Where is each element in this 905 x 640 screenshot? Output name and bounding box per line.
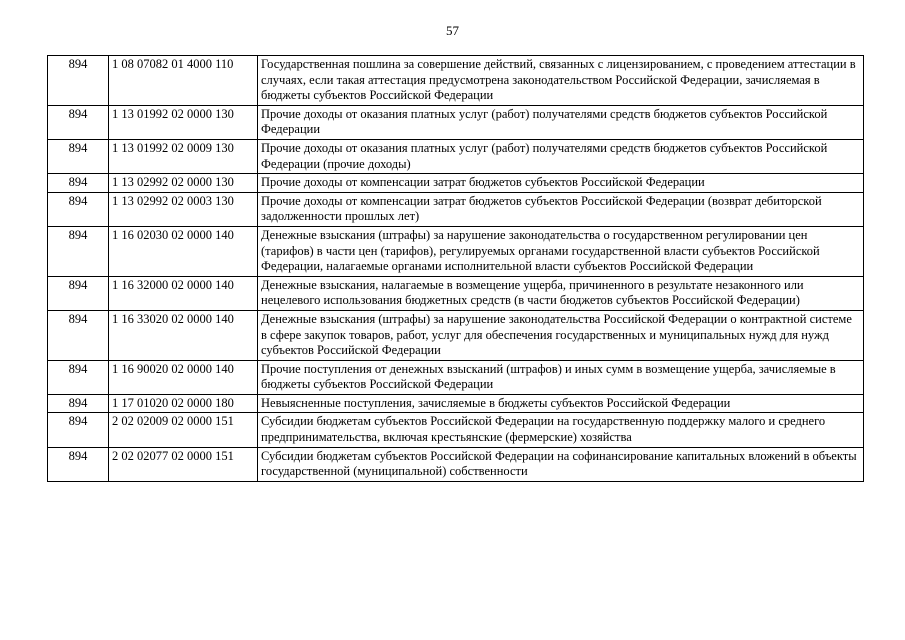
revenue-name-cell: Прочие доходы от оказания платных услуг (работ) получателями средств бюджетов субъектов Российской Федерации (прочие доходы) (258, 139, 864, 173)
revenue-name-cell: Денежные взыскания, налагаемые в возмещение ущерба, причиненного в результате незаконного или нецелевого использования бюджетных средств (в части бюджетов субъектов Российской Федерации) (258, 276, 864, 310)
administrator-code-cell: 894 (48, 226, 109, 276)
budget-classification-code-cell: 1 16 33020 02 0000 140 (109, 310, 258, 360)
table-row (48, 310, 864, 360)
budget-classification-code-cell: 1 13 02992 02 0000 130 (109, 174, 258, 193)
revenue-name-cell: Государственная пошлина за совершение действий, связанных с лицензированием, с проведением аттестации в случаях, если такая аттестация предусмотрена законодательством Российской Федерации, зачисляемая в бюджеты субъектов Российской Федерации (258, 56, 864, 106)
administrator-code-cell: 894 (48, 192, 109, 226)
budget-classification-code-cell: 2 02 02009 02 0000 151 (109, 413, 258, 447)
budget-classification-code-cell: 1 08 07082 01 4000 110 (109, 56, 258, 106)
administrator-code-cell: 894 (48, 413, 109, 447)
administrator-code-cell: 894 (48, 276, 109, 310)
administrator-code-cell: 894 (48, 56, 109, 106)
budget-classification-code-cell: 1 16 02030 02 0000 140 (109, 226, 258, 276)
administrator-code-cell: 894 (48, 447, 109, 481)
revenue-codes-table (47, 55, 864, 482)
table-row (48, 226, 864, 276)
table-row (48, 276, 864, 310)
revenue-name-cell: Прочие поступления от денежных взысканий (штрафов) и иных сумм в возмещение ущерба, зачисляемые в бюджеты субъектов Российской Федерации (258, 360, 864, 394)
administrator-code-cell: 894 (48, 394, 109, 413)
table-row (48, 192, 864, 226)
budget-classification-code-cell: 1 17 01020 02 0000 180 (109, 394, 258, 413)
administrator-code-cell: 894 (48, 174, 109, 193)
page-number: 57 (446, 23, 459, 38)
revenue-name-cell: Невыясненные поступления, зачисляемые в бюджеты субъектов Российской Федерации (258, 394, 864, 413)
table-row (48, 394, 864, 413)
administrator-code-cell: 894 (48, 105, 109, 139)
budget-classification-code-cell: 1 13 02992 02 0003 130 (109, 192, 258, 226)
table-row (48, 139, 864, 173)
budget-classification-code-cell: 1 16 90020 02 0000 140 (109, 360, 258, 394)
revenue-name-cell: Прочие доходы от компенсации затрат бюджетов субъектов Российской Федерации (258, 174, 864, 193)
revenue-name-cell: Денежные взыскания (штрафы) за нарушение законодательства о государственном регулировании цен (тарифов) в части цен (тарифов), регулируемых органами государственной власти субъектов Российской Федерации, налагаемые органами исполнительной власти субъектов Российской Федерации (258, 226, 864, 276)
administrator-code-cell: 894 (48, 360, 109, 394)
budget-classification-code-cell: 1 16 32000 02 0000 140 (109, 276, 258, 310)
budget-classification-code-cell: 1 13 01992 02 0000 130 (109, 105, 258, 139)
table-row (48, 413, 864, 447)
revenue-name-cell: Прочие доходы от компенсации затрат бюджетов субъектов Российской Федерации (возврат дебиторской задолженности прошлых лет) (258, 192, 864, 226)
table-row (48, 360, 864, 394)
administrator-code-cell: 894 (48, 139, 109, 173)
budget-classification-code-cell: 1 13 01992 02 0009 130 (109, 139, 258, 173)
table-row (48, 56, 864, 106)
administrator-code-cell: 894 (48, 310, 109, 360)
budget-classification-code-cell: 2 02 02077 02 0000 151 (109, 447, 258, 481)
table-row (48, 447, 864, 481)
revenue-name-cell: Денежные взыскания (штрафы) за нарушение законодательства Российской Федерации о контрактной системе в сфере закупок товаров, работ, услуг для обеспечения государственных и муниципальных нужд для нужд субъектов Российской Федерации (258, 310, 864, 360)
table-row (48, 174, 864, 193)
table-body (48, 56, 864, 482)
revenue-name-cell: Прочие доходы от оказания платных услуг (работ) получателями средств бюджетов субъектов Российской Федерации (258, 105, 864, 139)
revenue-name-cell: Субсидии бюджетам субъектов Российской Федерации на государственную поддержку малого и среднего предпринимательства, включая крестьянские (фермерские) хозяйства (258, 413, 864, 447)
table-row (48, 105, 864, 139)
revenue-name-cell: Субсидии бюджетам субъектов Российской Федерации на софинансирование капитальных вложений в объекты государственной (муниципальной) собственности (258, 447, 864, 481)
